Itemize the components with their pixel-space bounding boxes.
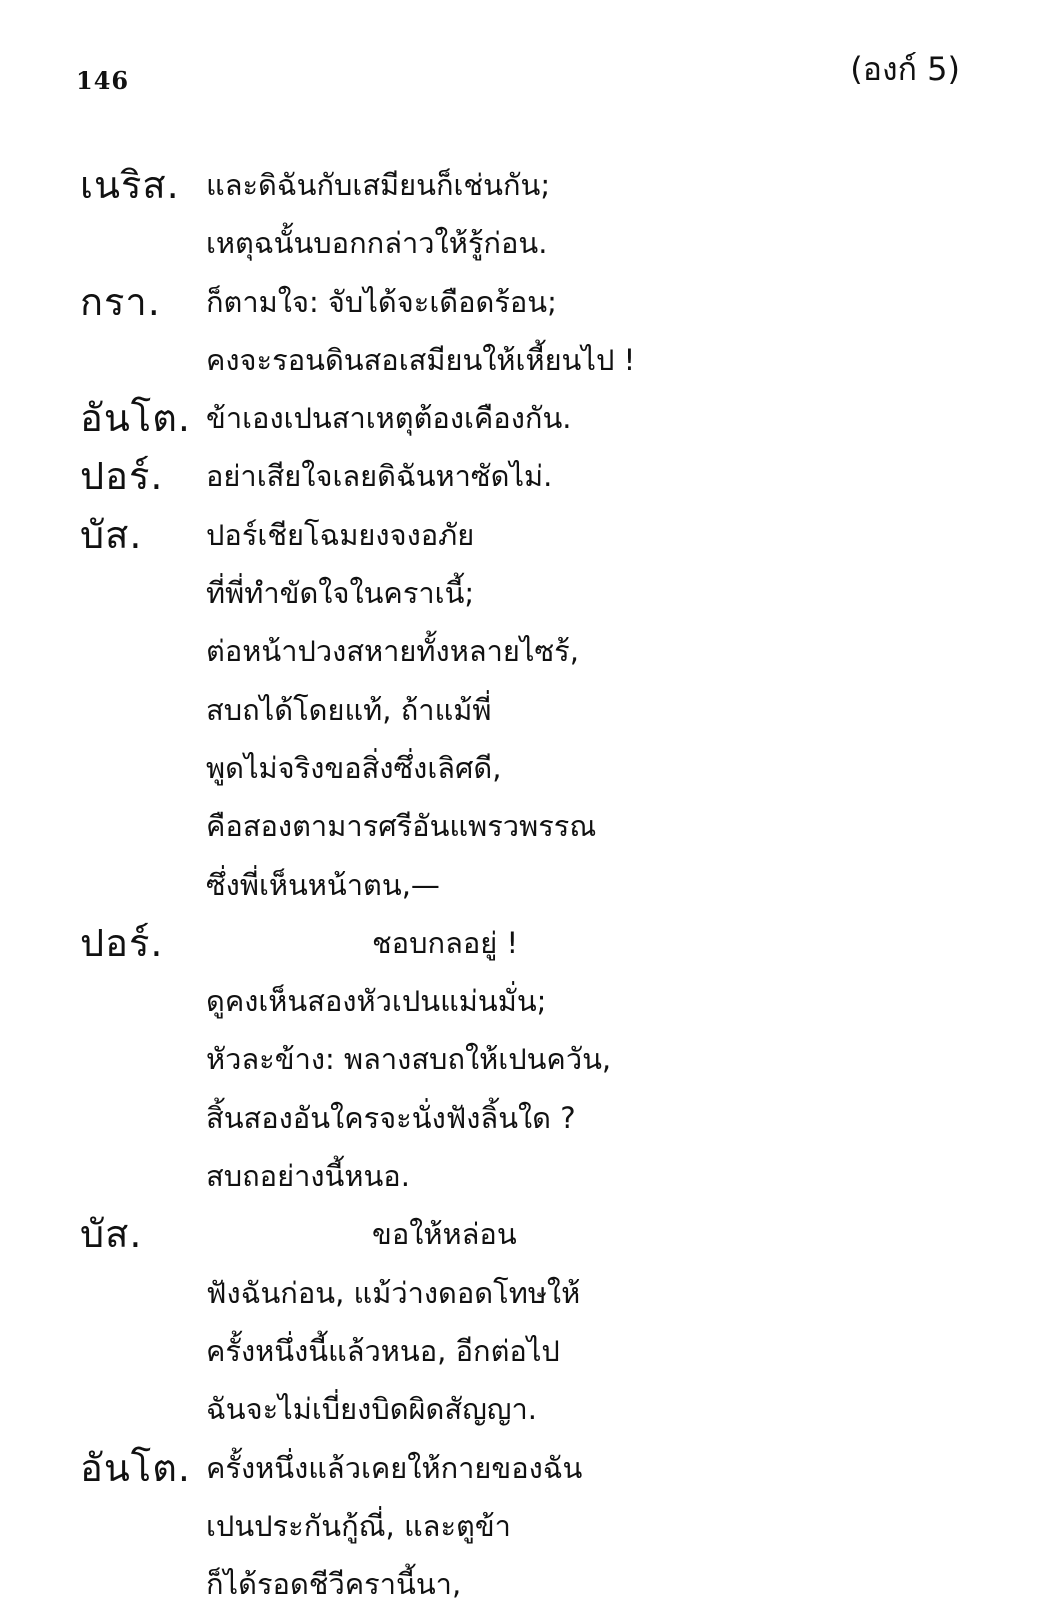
script-line	[0, 1032, 1052, 1090]
speaker-name: ปอร์.	[80, 920, 164, 965]
speaker-name: บัส.	[80, 512, 143, 557]
speaker-name: อันโต.	[80, 396, 191, 441]
running-head: (องก์ 5)	[850, 50, 960, 88]
verse-text: พูดไม่จริงขอสิ่งซึ่งเลิศดี,	[206, 750, 502, 785]
verse-text: สิ้นสองอันใครจะนั่งฟังลิ้นใด ?	[206, 1100, 576, 1135]
script-line	[0, 1499, 1052, 1557]
verse-text: ชอบกลอยู่ !	[372, 925, 519, 960]
verse-text: หัวละข้าง: พลางสบถให้เปนควัน,	[206, 1042, 612, 1077]
verse-text: ที่พี่ทำขัดใจในคราเนี้;	[206, 576, 475, 611]
verse-text: คือสองตามารศรีอันแพรวพรรณ	[206, 809, 597, 844]
verse-text: ดูคงเห็นสองหัวเปนแม่นมั่น;	[206, 984, 547, 1019]
verse-text: เหตุฉนั้นบอกกล่าวให้รู้ก่อน.	[206, 226, 548, 261]
verse-text: เปนประกันกู้ณี่, และตูข้า	[206, 1508, 511, 1543]
script-line	[0, 916, 1052, 974]
script-line	[0, 974, 1052, 1032]
script-line	[0, 449, 1052, 507]
verse-text: ขอให้หล่อน	[372, 1217, 517, 1252]
script-line	[0, 508, 1052, 566]
page-number: 146	[76, 66, 130, 95]
script-line	[0, 1149, 1052, 1207]
play-script	[0, 158, 1052, 1615]
verse-text: สบถอย่างนี้หนอ.	[206, 1159, 410, 1194]
verse-text: ข้าเองเปนสาเหตุต้องเคืองกัน.	[206, 401, 572, 436]
verse-text: ครั้งหนึ่งนี้แล้วหนอ, อีกต่อไป	[206, 1333, 560, 1368]
verse-text: ก็ได้รอดชีวีครานี้นา,	[206, 1567, 462, 1602]
script-line	[0, 216, 1052, 274]
speaker-name: กรา.	[80, 279, 161, 324]
verse-text: ก็ตามใจ: จับได้จะเดือดร้อน;	[206, 284, 557, 319]
script-line	[0, 1441, 1052, 1499]
verse-text: อย่าเสียใจเลยดิฉันหาซัดไม่.	[206, 459, 553, 494]
script-line	[0, 741, 1052, 799]
verse-text: ปอร์เชียโฉมยงจงอภัย	[206, 517, 475, 552]
script-line	[0, 683, 1052, 741]
script-line	[0, 391, 1052, 449]
verse-text: และดิฉันกับเสมียนก็เช่นกัน;	[206, 168, 551, 202]
speaker-name: อันโต.	[80, 1445, 191, 1490]
speaker-name: บัส.	[80, 1212, 143, 1257]
script-line	[0, 1266, 1052, 1324]
script-line	[0, 1557, 1052, 1615]
script-line	[0, 566, 1052, 624]
speaker-name: เนริส.	[80, 163, 180, 207]
speaker-name: ปอร์.	[80, 454, 164, 499]
verse-text: ฉันจะไม่เบี่ยงบิดผิดสัญญา.	[206, 1392, 538, 1427]
script-line	[0, 1091, 1052, 1149]
script-line	[0, 1382, 1052, 1440]
verse-text: ต่อหน้าปวงสหายทั้งหลายไซร้,	[206, 634, 579, 669]
script-line	[0, 858, 1052, 916]
verse-text: คงจะรอนดินสอเสมียนให้เหี้ยนไป !	[206, 342, 636, 377]
script-line	[0, 333, 1052, 391]
script-line	[0, 799, 1052, 857]
verse-text: ฟังฉันก่อน, แม้ว่างดอดโทษให้	[206, 1275, 581, 1310]
verse-text: ครั้งหนึ่งแล้วเคยให้กายของฉัน	[206, 1450, 583, 1485]
script-line	[0, 158, 1052, 216]
script-line	[0, 624, 1052, 682]
verse-text: ซึ่งพี่เห็นหน้าตน,—	[206, 867, 440, 902]
script-line	[0, 1324, 1052, 1382]
script-line	[0, 1207, 1052, 1265]
script-line	[0, 275, 1052, 333]
verse-text: สบถได้โดยแท้, ถ้าแม้พี่	[206, 692, 492, 727]
